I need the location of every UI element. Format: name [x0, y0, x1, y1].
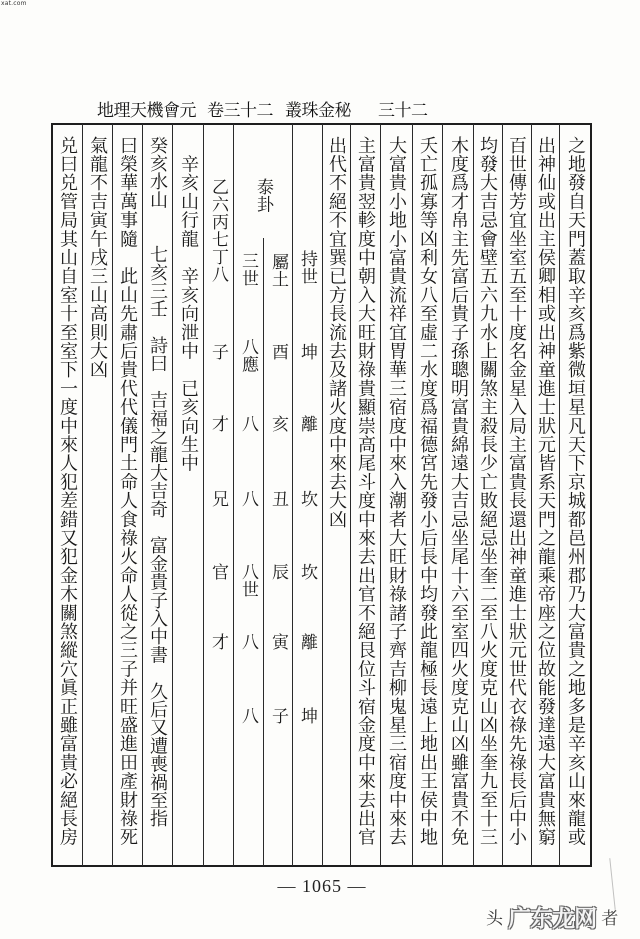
- watermark-suffix: 者: [601, 909, 619, 929]
- table-cell-branch: 寅: [268, 633, 288, 651]
- volume-label: 卷三十二: [207, 101, 273, 121]
- table-cell-trigram: 離: [297, 633, 317, 651]
- table-cell-trigram: 坤: [297, 707, 317, 725]
- table-cell-trigram: 坎: [297, 490, 317, 508]
- table-cell-relation: 官: [208, 563, 228, 581]
- table-cell-branch: 辰: [268, 563, 288, 581]
- table-cell-trigram: 坤: [297, 343, 317, 361]
- table-cell-number: 八世: [238, 563, 258, 598]
- section-title: 叢珠金秘: [285, 101, 351, 121]
- table-cell-branch: 亥: [268, 415, 288, 433]
- table-header-element: 屬土: [268, 253, 288, 288]
- table-cell-relation: 兄: [208, 490, 228, 508]
- table-header-generation: 三世: [238, 252, 258, 287]
- table-cell-number: 八: [238, 707, 258, 725]
- table-header-stems: 乙六丙七丁八: [208, 178, 228, 283]
- text-column-6: 夭亡孤寡等凶利女八至虛二水度爲福德宮先發小后長中均發此龍極長遠上地出王侯中地: [417, 136, 438, 847]
- table-cell-branch: 丑: [268, 490, 288, 508]
- book-title: 地理天機會元: [97, 101, 196, 121]
- text-column-4: 均發大吉忌會壁五六九水上關煞主殺長少亡敗絕忌坐奎二至八火度克山凶坐奎九至十三: [477, 136, 498, 847]
- text-column-8: 主富貴翌軫度中朝入大旺財祿貴顯崇高尾斗度中來去出官不絕艮位斗宿金度中來去出官: [355, 136, 376, 847]
- table-cell-number: 八應: [238, 338, 258, 373]
- watermark-prefix: 头: [486, 909, 503, 929]
- text-column-2: 出神仙或出主侯卿相或出神童進士狀元皆系天門之龍乘帝座之位故能發達遠大富貴無窮: [535, 136, 556, 847]
- watermark-brand: 广东龙网: [508, 906, 597, 932]
- text-column-7: 大富貴小地小富貴流祥宜胃華三宿度中來入潮者大旺財祿諸子齊吉柳鬼星三宿度中來去: [386, 136, 407, 847]
- table-cell-branch: 子: [268, 707, 288, 725]
- site-watermark: xat.com: [1, 0, 27, 7]
- text-column-1: 之地發自天門蓋取辛亥爲紫微垣星凡天下京城都邑州郡乃大富貴之地多是辛亥山來龍或: [565, 136, 586, 847]
- table-cell-trigram: 坎: [297, 563, 317, 581]
- table-cell-branch: 酉: [268, 343, 288, 361]
- image-watermark: [486, 900, 618, 930]
- table-cell-number: 八: [238, 490, 258, 508]
- text-column-dui: 兑曰兑管局其山自室十至室下一度中來人犯差錯又犯金木關煞縱穴眞正雖富貴必絕長房: [57, 136, 78, 847]
- text-column-poem: 癸亥水山 七亥三壬 詩曰 吉福之龍大吉奇 富金貴子入中書 久后又遭喪禍至指: [147, 136, 168, 828]
- table-header-gua-name: 泰卦: [253, 178, 273, 213]
- text-column-5: 木度爲才帛主先富后貴子孫聰明富貴綿遠大吉忌坐尾十六至室四火度克山凶雖富貴不免: [448, 136, 469, 847]
- text-column-shan-long: 辛亥山行龍 辛亥向泄中 已亥向生中: [178, 136, 199, 473]
- table-cell-relation: 子: [208, 343, 228, 361]
- table-header-world: 持世: [297, 250, 317, 285]
- table-cell-relation: 才: [208, 415, 228, 433]
- text-column-3: 百世傳芳宜坐室五至十度名金星入局主富貴長還出神童進士狀元世代衣祿先祿長后中小: [506, 136, 527, 847]
- text-column-poem-cont: 曰榮華萬事隨 此山先肅后貴代代儀門土命人食祿火命人從之三子并旺盛進田產財祿死: [117, 136, 138, 847]
- table-cell-relation: 才: [208, 633, 228, 651]
- table-cell-number: 八: [238, 633, 258, 651]
- leaf-number: 三十二: [378, 101, 428, 121]
- table-cell-number: 八: [238, 415, 258, 433]
- page-number: — 1065 —: [277, 876, 367, 896]
- text-column-qi-long: 氣龍不吉寅午戌三山高則大凶: [87, 136, 108, 380]
- text-column-9: 出代不絕不宜巽已方長流去及諸火度中來去大凶: [326, 136, 347, 529]
- table-cell-trigram: 離: [297, 415, 317, 433]
